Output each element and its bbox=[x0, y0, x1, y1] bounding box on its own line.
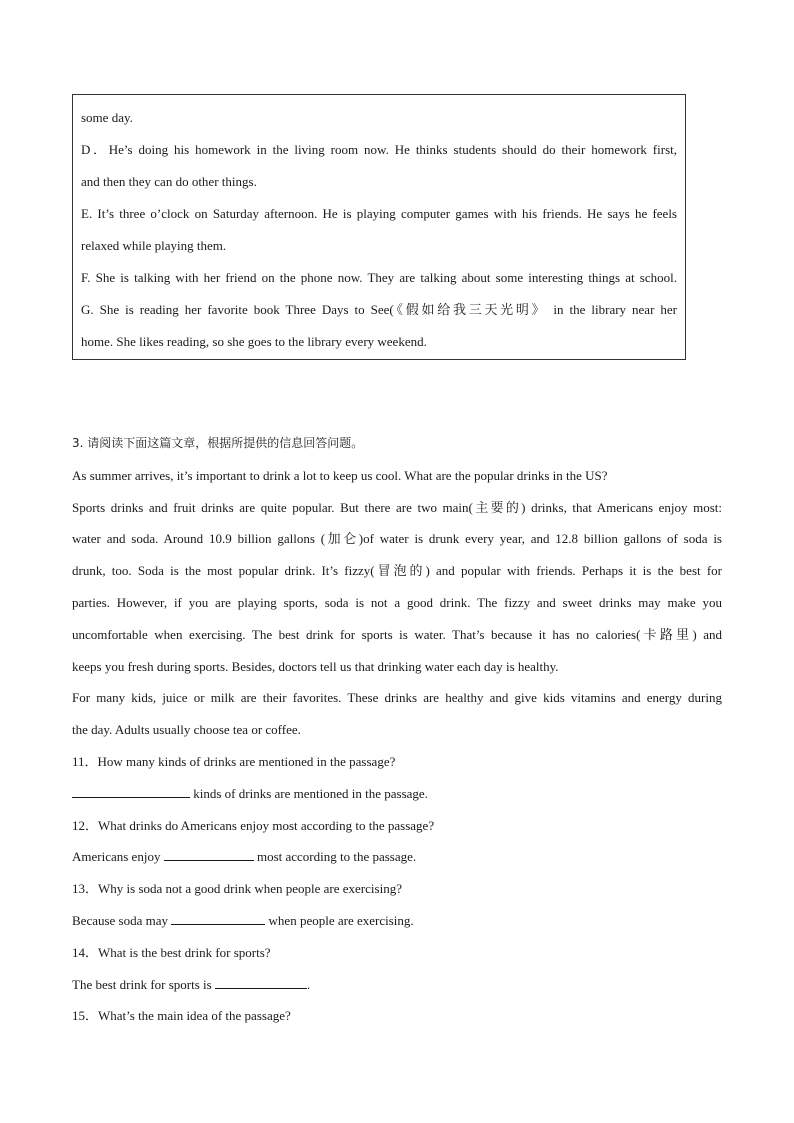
question-12: 12．What drinks do Americans enjoy most according to the passage? bbox=[72, 817, 435, 833]
option-e-line: E. It’s three o’clock on Saturday afternoon. He is playing computer games with his friends. He says he feels bbox=[81, 206, 677, 221]
answer-options-box bbox=[72, 94, 686, 360]
option-g-line: G. She is reading her favorite book Three Days to See(《假如给我三天光明》 in the library near her bbox=[81, 302, 677, 317]
question-14: 14．What is the best drink for sports? bbox=[72, 944, 271, 960]
question-13: 13．Why is soda not a good drink when people are exercising? bbox=[72, 881, 402, 897]
passage-line: For many kids, juice or milk are their favorites. These drinks are healthy and give kids vitamins and energy during bbox=[72, 690, 722, 706]
answer-line-11 bbox=[72, 778, 722, 810]
answer-blank-12[interactable] bbox=[164, 846, 254, 861]
answer-line-14 bbox=[72, 969, 722, 1001]
question-15: 15．What’s the main idea of the passage? bbox=[72, 1008, 291, 1024]
option-text-line: and then they can do other things. bbox=[81, 174, 257, 189]
option-f-line: F. She is talking with her friend on the phone now. They are talking about some interesting things at school. bbox=[81, 270, 677, 285]
answer-blank-13[interactable] bbox=[171, 910, 265, 925]
answer-text-after: when people are exercising. bbox=[265, 912, 414, 928]
answer-line-12 bbox=[72, 841, 722, 873]
option-d-line: D．He’s doing his homework in the living room now. He thinks students should do their homework first, bbox=[81, 142, 677, 157]
passage-line: keeps you fresh during sports. Besides, doctors tell us that drinking water each day is healthy. bbox=[72, 658, 559, 674]
reading-section-3 bbox=[72, 428, 722, 1032]
answer-text-after: most according to the passage. bbox=[253, 849, 417, 865]
option-text-line: some day. bbox=[81, 110, 133, 125]
answer-text-after: . bbox=[306, 976, 311, 992]
passage-line: the day. Adults usually choose tea or coffee. bbox=[72, 722, 301, 738]
answer-text-before: Americans enjoy bbox=[72, 849, 164, 865]
question-11: 11．How many kinds of drinks are mentioned in the passage? bbox=[72, 753, 396, 769]
option-text-line: relaxed while playing them. bbox=[81, 238, 227, 253]
passage-line: parties. However, if you are playing sports, soda is not a good drink. The fizzy and sweet drinks may make you bbox=[72, 594, 722, 610]
section-heading: 3. 请阅读下面这篇文章，根据所提供的信息回答问题。 bbox=[72, 436, 364, 450]
answer-line-13 bbox=[72, 905, 722, 937]
answer-text-after: kinds of drinks are mentioned in the passage. bbox=[190, 785, 428, 801]
answer-blank-11[interactable] bbox=[72, 783, 190, 798]
passage-line: drunk, too. Soda is the most popular drink. It’s fizzy(冒泡的) and popular with friends. Perhaps it is the best for bbox=[72, 563, 722, 579]
answer-blank-14[interactable] bbox=[215, 974, 307, 989]
answer-text-before: The best drink for sports is bbox=[72, 976, 215, 992]
passage-line: Sports drinks and fruit drinks are quite popular. But there are two main(主要的) drinks, that Americans enjoy most: bbox=[72, 499, 722, 515]
passage-line: uncomfortable when exercising. The best drink for sports is water. That’s because it has no calories(卡路里) and bbox=[72, 626, 722, 642]
passage-line: water and soda. Around 10.9 billion gallons (加仑)of water is drunk every year, and 12.8 billion gallons of soda is bbox=[72, 531, 722, 547]
passage-line: As summer arrives, it’s important to drink a lot to keep us cool. What are the popular drinks in the US? bbox=[72, 467, 608, 483]
option-text-line: home. She likes reading, so she goes to the library every weekend. bbox=[81, 334, 427, 349]
answer-text-before: Because soda may bbox=[72, 912, 172, 928]
